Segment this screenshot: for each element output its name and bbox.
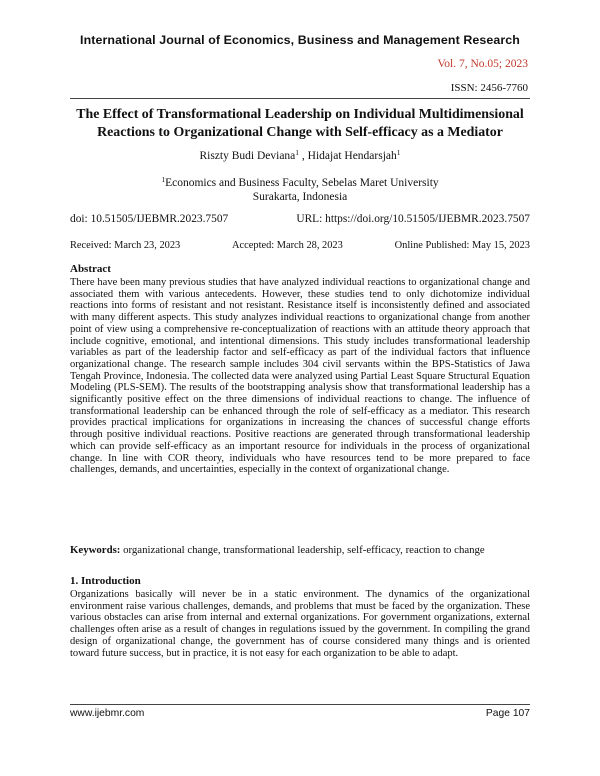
keywords-label: Keywords: <box>70 544 121 556</box>
author-affil-mark: 1 <box>396 148 401 157</box>
author-affil-mark: 1 <box>295 148 300 157</box>
issn: ISSN: 2456-7760 <box>450 82 528 94</box>
journal-name: International Journal of Economics, Business and Management Research <box>80 33 520 47</box>
abstract-heading: Abstract <box>70 263 111 275</box>
author-separator: , <box>299 150 308 162</box>
affil-mark: 1 <box>161 175 166 184</box>
author-name: Riszty Budi Deviana <box>199 150 296 162</box>
doi-row <box>70 213 530 225</box>
doi: doi: 10.51505/IJEBMR.2023.7507 <box>70 213 229 225</box>
keywords <box>70 544 530 556</box>
section-body: Organizations basically will never be in a static environment. The dynamics of the organizational environment raise various challenges, demands, and problems that must be faced by the organization. These various obstacles can arise from internal and external organizations. For government organizations, external challenges often arise as a result of changes in regulations issued by the government. In compiling the grand design of organizational change, the government has of course considered many things and is oriented toward future success, but in practice, it is not easy for each organization to be able to adapt. <box>70 589 530 659</box>
footer-divider <box>70 704 530 705</box>
affiliation-line: Surakarta, Indonesia <box>252 191 348 203</box>
volume-info: Vol. 7, No.05; 2023 <box>437 58 528 70</box>
dates-row <box>70 240 530 251</box>
article-title: The Effect of Transformational Leadership on Individual Multidimensional Reactions to Organizational Change with Self-efficacy as a Mediator <box>76 107 524 140</box>
keywords-text: organizational change, transformational leadership, self-efficacy, reaction to change <box>120 544 485 556</box>
author-name: Hidajat Hendarsjah <box>307 150 397 162</box>
page-number: Page 107 <box>485 708 530 719</box>
abstract-text: There have been many previous studies that have analyzed individual reactions to organizational change and associated them with various antecedents. However, these studies tend to only dichotomize individual reactions into forms of resistant and not resistant. Resistance itself is inconsistently defined and associated with many different aspects. This study analyzes individual reactions to organizational change from another point of view using a comprehensive re-conceptualization of reactions with an attitude theory approach that include cognitive, emotional, and intentional dimensions. This study includes transformational leadership variables as part of the leadership factor and self-efficacy as part of the individual factors that influence organizational change. The research sample includes 304 civil servants within the BPS-Statistics of Jawa Tengah Province, Indonesia. The collected data were analyzed using Partial Least Square Structural Equation Modeling (PLS-SEM). The results of the bootstrapping analysis show that transformational leadership has a significantly positive effect on the three dimensions of individual reactions to change. The influence of transformational leadership can be enhanced through the role of self-efficacy as a mediator. This research provides practical implications for organizations in increasing the chances of successful change efforts through positive individual reactions. Positive reactions are generated through transformational leadership which can provide self-efficacy as an important resource for individuals in the process of organizational change. In line with COR theory, individuals who have resources tend to be more prepared to face challenges, demands, and uncertainties, especially in the context of organizational change. <box>70 277 530 476</box>
page-footer <box>70 708 530 719</box>
affiliation-line: Economics and Business Faculty, Sebelas Maret University <box>165 177 439 189</box>
accepted-date: Accepted: March 28, 2023 <box>232 240 343 251</box>
section-heading: 1. Introduction <box>70 575 141 587</box>
author-list <box>0 150 600 162</box>
journal-website[interactable]: www.ijebmr.com <box>70 708 145 719</box>
published-date: Online Published: May 15, 2023 <box>394 240 530 251</box>
header-divider <box>70 98 530 99</box>
doi-url[interactable]: URL: https://doi.org/10.51505/IJEBMR.2023.7507 <box>296 213 530 225</box>
affiliation <box>0 176 600 204</box>
received-date: Received: March 23, 2023 <box>70 240 181 251</box>
